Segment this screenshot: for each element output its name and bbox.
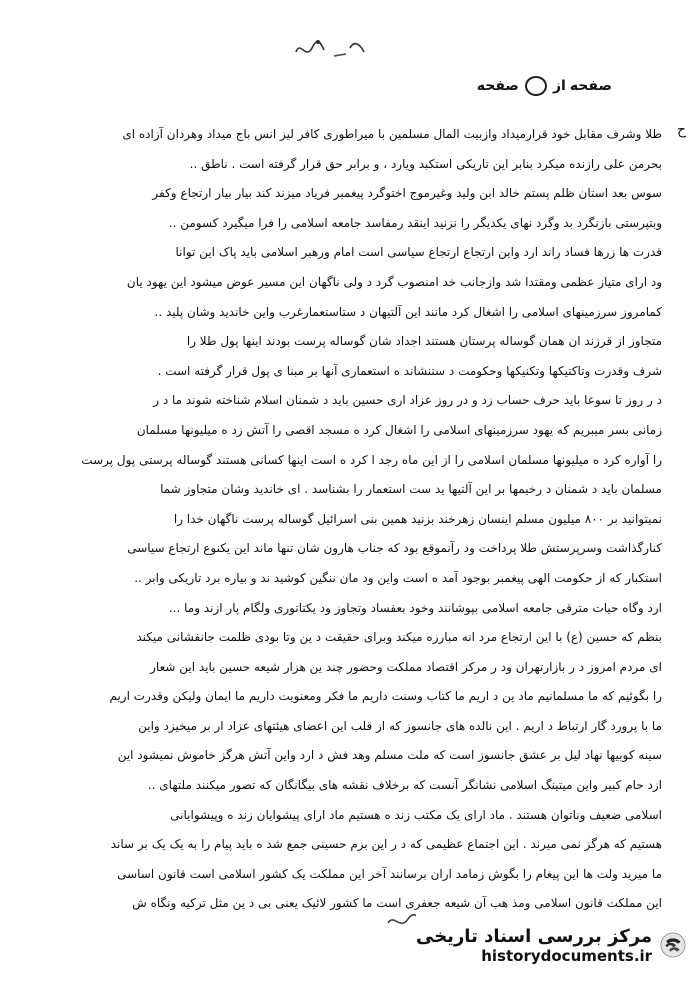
page-number-circle [525, 76, 547, 96]
text-line: سینه کوبیها نهاد لیل بر عشق جانسوز است که ملت مسلم وهد فش د ارد واین آتش هرگز خاموش نمیشود این [117, 748, 662, 763]
text-line: سوس بعد استان ظلم پستم خالد ابن ولید وغیرموج اختوگرد پیغمبر فریاد میزند کند بیار بیار ارتجاع وکفر [152, 186, 662, 201]
margin-mark: ح [676, 122, 686, 138]
text-line: ما میرید ولت ها این پیغام را بگوش زمامد اران برسانند آخر این مملکت یک کشور اسلامی است قانون اساسی [117, 866, 662, 881]
text-line: طلا وشرف مقابل خود قرارمیداد وازبیت المال مسلمین با میراطوری کافر لیز انس باج میداد وهردان آزاده ای [122, 127, 662, 141]
page-label-word-2: صفحه [476, 78, 519, 94]
archive-watermark [416, 911, 686, 979]
watermark-title: مرکز بررسی اسناد تاریخی [416, 925, 653, 947]
text-line: ازد حام کبیر واین میتینگ اسلامی نشانگر آنست که برخلاف نقشه های بیگانگان که تصور میکنند ملتهای .. [147, 778, 662, 793]
text-line: ارد وگاه حیات مترقی جامعه اسلامی بپوشانند وخود بعفساد وتجاوز ود یکتاتوری ولگام پار ازند وما ... [168, 600, 662, 615]
text-line: ود ارای متیاز عظمی ومقتدا شد وازجانب خد امنصوب گرد د ولی ناگهان این مسیر عوض میشود این یهود یان [126, 274, 662, 289]
text-line: وبتپرستی بازنگرد بد وگرد نهای یکدیگر را نزنید اینقد رمفاسد جامعه اسلامی را فرا میگیرد کسومن .. [168, 215, 662, 230]
handwritten-mark [290, 30, 370, 66]
text-line: را بگوئیم که ما مسلمانیم ماد ین د اریم ما کتاب وسنت داریم ما فکر ومعنویت داریم ما ایمان ولیکن وقدرت اریم [109, 689, 662, 704]
archive-logo-icon [660, 916, 686, 974]
text-line: ما با پرورد گار ارتباط د اریم . این نالده های جانسوز که از قلب این اعضای هیئتهای عزاد ار بر میخیزد واین [138, 718, 662, 733]
text-line: این مملکت قانون اسلامی ومذ هب آن شیعه جعفری است ما کشور لائیک یعنی بی د ین مثل ترکیه ونگاه ش [132, 896, 662, 911]
text-line: قدرت ها زرها فساد راند ارد واین ارتجاع ارتجاع سیاسی است امام ورهبر اسلامی باید پاک این توانا [175, 245, 662, 260]
text-line: استکبار که از حکومت الهی پیغمبر بوجود آمد ه است واین ود مان ننگین کوشید ند و بیاره برد تاریکی وابر .. [134, 570, 662, 585]
watermark-text [416, 926, 652, 965]
watermark-url: historydocuments.ir [481, 946, 653, 965]
text-line: زمانی بسر میبریم که یهود سرزمینهای اسلامی را اشغال کرد ه مسجد اقصی را آتش زد ه میلیونها مسلمان [136, 422, 662, 437]
page-number-label [477, 76, 612, 96]
text-line: کنارگذاشت وسرپرستش طلا پرداخت ود رآنموقع بود که جناب هارون شان تنها ماند این یکنوع ارتجاع سیاسی [127, 541, 662, 556]
page-label-word: صفحه [569, 78, 612, 94]
text-line: متجاوز از قرزند ان همان گوساله پرستان هستند اجداد شان گوساله پرست بودند اینها پول طلا را [186, 334, 662, 349]
text-line: اسلامی ضعیف وناتوان هستند . ماد ارای یک مکتب زند ه هستیم ماد ارای پیشوایان زند ه وپیشوایانی [170, 807, 662, 822]
text-line: مسلمان باید د شمنان د رخیمها بر این آلتیها ید ست استعمار را بشناسد . ای خاندید وشان متجاوز شما [160, 482, 662, 497]
text-line: ای مردم امروز د ر بازارتهران ود ر مرکز اقتصاد مملکت وحضور چند ین هزار شیعه حسین باید این شعار [150, 659, 662, 674]
text-line: بحرمن علی رازنده میکرد بنابر این تاریکی استکبد ویارد ، و برابر حق قرار گرفته است . ناطق .. [189, 156, 662, 171]
text-line: بنظم که حسین (ع) با این ارتجاع مرد انه مبارزه میکند وبرای حقیقت د ین وتا بودی ظلمت جانفشانی میکند [136, 630, 662, 645]
document-body [32, 120, 662, 919]
text-line: د ر روز تا سوعا باید حرف حساب زد و در روز عزاد اری حسین باید د شمنان اسلام شناخته شوند ما د ر [153, 393, 662, 408]
text-line: را آواره کرد ه میلیونها مسلمان اسلامی را از این ماه رجد ا کرد ه است اینها کسانی هستند گوساله پرستی پول پرست [81, 452, 662, 467]
text-line: نمیتوانید بر ۸۰۰ میلیون مسلم اینسان زهرخند بزنید همین بنی اسرائیل گوساله پرست ناگهان خدا را [173, 511, 662, 526]
text-line: شرف وقدرت وتاکتیکها وتکنیکها وحکومت د ستنشاند ه استعماری آنها بر مبنا ی پول قرار گرفته است . [157, 363, 662, 378]
text-line: کمامروز سرزمینهای اسلامی را اشغال کرد مانند این آلتیهان د ستاستعمارغرب واین خاندید وشان پلید .. [154, 304, 662, 319]
page-label-of: از [552, 78, 566, 94]
text-line: هستیم که هرگز نمی میرند . این اجتماع عظیمی که د ر این بزم حسینی جمع شد ه باید پیام را به یک یک بر ساند [110, 837, 662, 852]
